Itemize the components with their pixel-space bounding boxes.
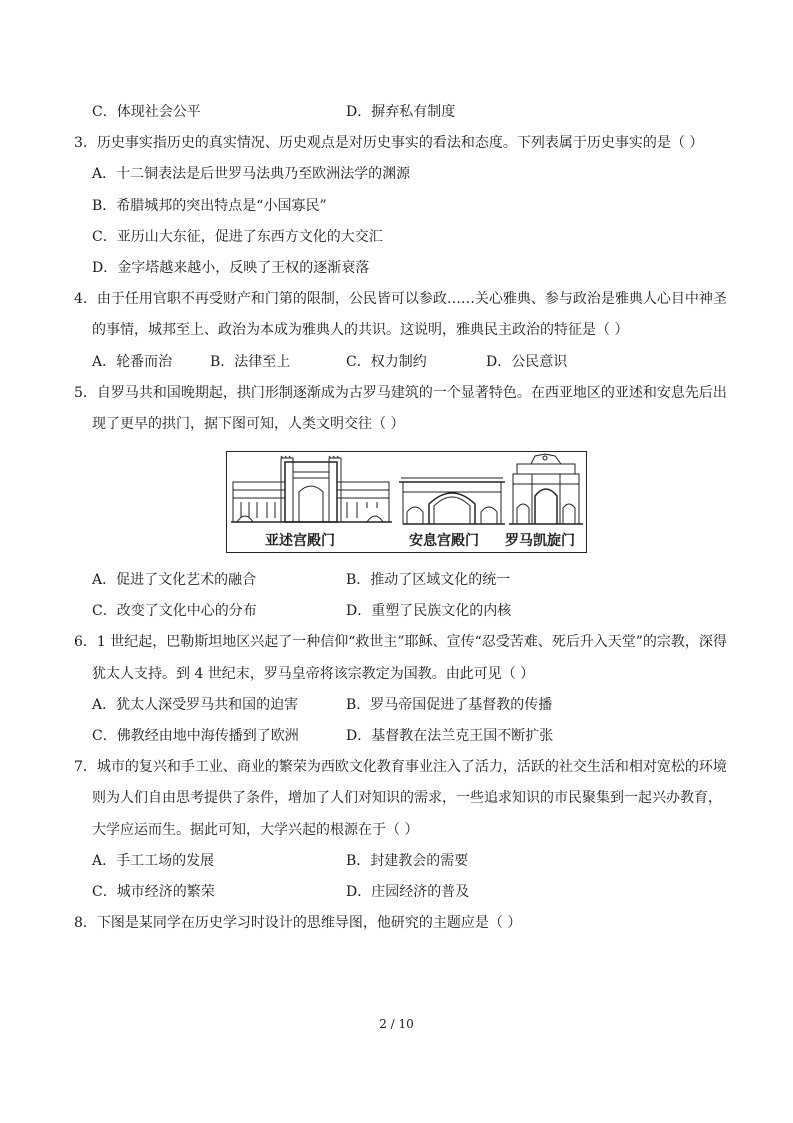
question-8-stem: 8．下图是某同学在历史学习时设计的思维导图，他研究的主题应是（ ） <box>74 915 522 931</box>
question-6-option-a: A．犹太人深受罗马共和国的迫害 <box>92 697 299 713</box>
figure-caption-assyrian: 亚述宫殿门 <box>265 533 335 549</box>
question-3-option-a: A．十二铜表法是后世罗马法典乃至欧洲法学的渊源 <box>92 166 411 182</box>
question-5-option-c: C．改变了文化中心的分布 <box>92 603 257 619</box>
question-4-stem-line-2: 的事情，城邦至上、政治为本成为雅典人的共识。这说明，雅典民主政治的特征是（ ） <box>92 322 629 338</box>
question-4-stem-line-1: 4．由于任用官职不再受财产和门第的限制，公民皆可以参政……关心雅典、参与政治是雅典人心目中神圣 <box>74 291 727 307</box>
question-6-stem-line-2: 犹太人支持。到 4 世纪末，罗马皇帝将该宗教定为国教。由此可见（ ） <box>92 666 535 682</box>
roman-arch-drawing <box>509 454 583 524</box>
question-5-option-a: A．促进了文化艺术的融合 <box>92 572 257 588</box>
question-4-option-c: C．权力制约 <box>346 354 427 370</box>
question-7-stem-line-3: 大学应运而生。据此可知，大学兴起的根源在于（ ） <box>92 822 419 838</box>
question-6-stem-line-1: 6．1 世纪起，巴勒斯坦地区兴起了一种信仰“救世主”耶稣、宣传“忍受苦难、死后升入天堂”的宗教，深得 <box>74 634 727 650</box>
arch-comparison-figure <box>226 451 587 553</box>
parthian-gate-drawing <box>399 478 505 524</box>
question-4-option-a: A．轮番而治 <box>92 354 173 370</box>
question-4-option-d: D．公民意识 <box>486 354 568 370</box>
question-7-stem-line-1: 7．城市的复兴和手工业、商业的繁荣为西欧文化教育事业注入了活力，活跃的社交生活和相对宽松的环境 <box>74 759 727 775</box>
page-number: 2 / 10 <box>379 1017 414 1031</box>
figure-caption-roman: 罗马凯旋门 <box>505 533 575 549</box>
question-5-option-d: D．重塑了民族文化的内核 <box>346 603 512 619</box>
question-7-option-d: D．庄园经济的普及 <box>346 884 470 900</box>
question-3-option-b: B．希腊城邦的突出特点是“小国寡民” <box>92 198 327 214</box>
question-4-option-b: B．法律至上 <box>210 354 291 370</box>
question-3-option-d: D．金字塔越来越小，反映了王权的逐渐衰落 <box>92 260 370 276</box>
question-5-option-b: B．推动了区域文化的统一 <box>346 572 511 588</box>
question-6-option-b: B．罗马帝国促进了基督教的传播 <box>346 697 553 713</box>
prev-option-c: C．体现社会公平 <box>92 104 201 120</box>
figure-caption-parthian: 安息宫殿门 <box>409 533 479 549</box>
question-5-stem-line-2: 现了更早的拱门，据下图可知，人类文明交往（ ） <box>92 416 405 432</box>
question-6-option-d: D．基督教在法兰克王国不断扩张 <box>346 728 554 744</box>
question-3-option-c: C．亚历山大东征，促进了东西方文化的大交汇 <box>92 229 383 245</box>
question-7-stem-line-2: 则为人们自由思考提供了条件，增加了人们对知识的需求，一些追求知识的市民聚集到一起兴办教育， <box>92 790 722 806</box>
question-3-stem: 3．历史事实指历史的真实情况、历史观点是对历史事实的看法和态度。下列表属于历史事实的是（ ） <box>74 135 704 151</box>
prev-option-d: D．摒弃私有制度 <box>346 104 456 120</box>
question-5-stem-line-1: 5．自罗马共和国晚期起，拱门形制逐渐成为古罗马建筑的一个显著特色。在西亚地区的亚述和安息先后出 <box>74 385 727 401</box>
question-6-option-c: C．佛教经由地中海传播到了欧洲 <box>92 728 299 744</box>
question-7-option-b: B．封建教会的需要 <box>346 853 469 869</box>
question-7-option-a: A．手工工场的发展 <box>92 853 215 869</box>
assyrian-gate-drawing <box>231 456 392 522</box>
question-7-option-c: C．城市经济的繁荣 <box>92 884 215 900</box>
